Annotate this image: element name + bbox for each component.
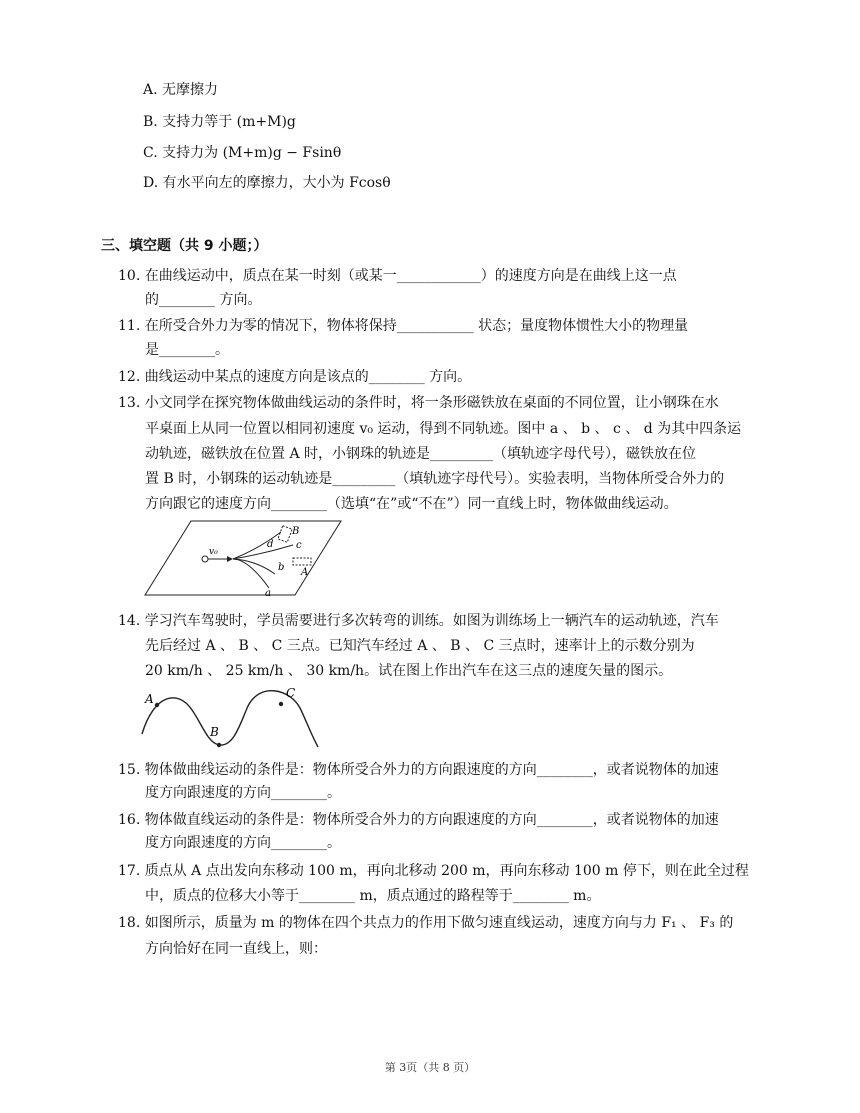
label-c: c (296, 540, 302, 551)
label-v0: v₀ (209, 547, 218, 557)
q16-line2: 度方向跟速度的方向________。 (145, 835, 341, 851)
q14-line1: 14. 学习汽车驾驶时，学员需要进行多次转弯的训练。如图为训练场上一辆汽车的运动轨迹，汽车 (118, 613, 719, 629)
start-point (202, 556, 208, 562)
q14-line3: 20 km/h 、 25 km/h 、 30 km/h。试在图上作出汽车在这三点的速度矢量的图示。 (145, 663, 673, 679)
trajectory-b (233, 559, 275, 574)
q13-line1: 13. 小文同学在探究物体做曲线运动的条件时，将一条形磁铁放在桌面的不同位置，让小钢珠在水 (118, 395, 719, 411)
q14-line2: 先后经过 A 、 B 、 C 三点。已知汽车经过 A 、 B 、 C 三点时，速率计上的示数分别为 (145, 638, 695, 654)
section-heading: 三、填空题（共 9 小题；） (101, 238, 268, 254)
magnet-position-a (293, 558, 311, 565)
option-c: C. 支持力为 (M+m)g − Fsinθ (143, 145, 342, 161)
q14-figure (140, 684, 330, 750)
option-a: A. 无摩擦力 (143, 82, 219, 98)
label-C: C (286, 686, 296, 700)
option-b: B. 支持力等于 (m+M)g (143, 114, 296, 130)
q13-figure (143, 518, 343, 598)
q13-line3: 动轨迹，磁铁放在位置 A 时，小钢珠的轨迹是_________（填轨迹字母代号），磁铁放在位 (145, 446, 697, 462)
trajectory-a (233, 559, 269, 588)
magnet-position-b (278, 526, 292, 543)
q12-line1: 12. 曲线运动中某点的速度方向是该点的________ 方向。 (118, 369, 472, 385)
q13-line2: 平桌面上从同一位置以相同初速度 v₀ 运动，得到不同轨迹。图中 a 、 b 、 c 、 d 为其中四条运 (145, 421, 742, 437)
page-footer: 第 3页（共 8 页） (384, 1061, 476, 1074)
option-d: D. 有水平向左的摩擦力，大小为 Fcosθ (143, 175, 391, 191)
trajectory-c (233, 545, 293, 559)
label-d: d (267, 539, 274, 550)
q11-line2: 是________。 (145, 342, 229, 358)
label-B: B (210, 725, 219, 739)
q16-line1: 16. 物体做直线运动的条件是：物体所受合外力的方向跟速度的方向________，或者说物体的加速 (118, 812, 719, 828)
q10-line1: 10. 在曲线运动中，质点在某一时刻（或某一____________）的速度方向是在曲线上这一点 (118, 268, 677, 284)
q15-line1: 15. 物体做曲线运动的条件是：物体所受合外力的方向跟速度的方向________，或者说物体的加速 (118, 762, 719, 778)
label-A: A (145, 692, 154, 706)
point-a (155, 703, 159, 707)
q18-line1: 18. 如图所示，质量为 m 的物体在四个共点力的作用下做匀速直线运动，速度方向与力 F₁ 、 F₃ 的 (118, 915, 734, 931)
q18-line2: 方向恰好在同一直线上，则： (145, 941, 327, 957)
label-b: b (278, 562, 285, 573)
q13-line5: 方向跟它的速度方向________（选填“在”或“不在”）同一直线上时，物体做曲线运动。 (145, 496, 678, 512)
q13-line4: 置 B 时，小钢珠的运动轨迹是_________（填轨迹字母代号）。实验表明，当物体所受合外力的 (145, 471, 725, 487)
q17-line2: 中，质点的位移大小等于________ m，质点通过的路程等于________ m。 (145, 888, 601, 904)
q17-line1: 17. 质点从 A 点出发向东移动 100 m，再向北移动 200 m，再向东移动 100 m 停下，则在此全过程 (118, 863, 749, 879)
label-A: A (301, 567, 309, 578)
table-surface (145, 521, 341, 595)
q10-line2: 的________ 方向。 (145, 292, 262, 308)
q15-line2: 度方向跟速度的方向________。 (145, 785, 341, 801)
label-B: B (292, 526, 300, 537)
label-a: a (265, 588, 271, 598)
trajectory-d (233, 532, 281, 559)
point-c (279, 702, 283, 706)
velocity-arrow (227, 556, 233, 562)
point-b (217, 743, 221, 747)
q11-line1: 11. 在所受合外力为零的情况下，物体将保持___________ 状态；量度物体惯性大小的物理量 (118, 318, 689, 334)
